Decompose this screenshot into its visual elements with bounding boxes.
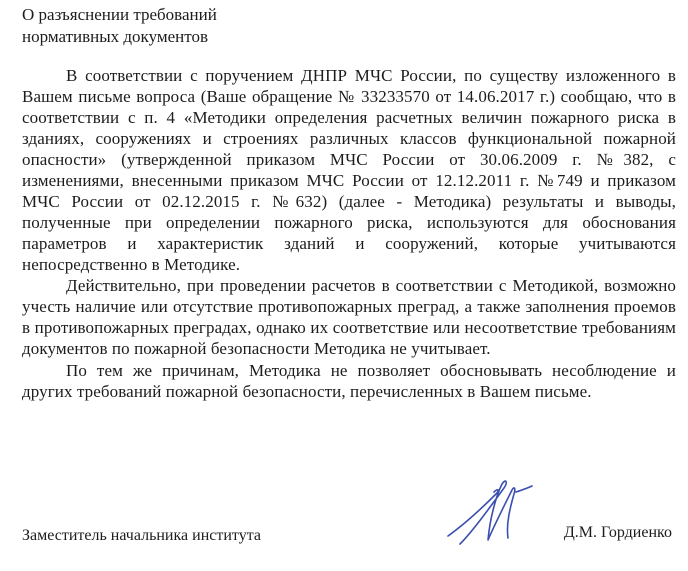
- letter-body: [22, 65, 676, 402]
- letter-subject: [22, 4, 422, 48]
- handwritten-signature-icon: [442, 466, 552, 556]
- subject-line-2: нормативных документов: [22, 27, 208, 46]
- signatory-name: Д.М. Гордиенко: [563, 524, 672, 541]
- body-paragraph-1: В соответствии с поручением ДНПР МЧС России, по существу изложенного в Вашем письме вопроса (Ваше обращение № 33233570 от 14.06.2017 г.) сообщаю, что в соответствии с п. 4 «Методики определения расчетных величин пожарного риска в зданиях, сооружениях и строениях различных классов функциональной пожарной опасности» (утвержденной приказом МЧС России от 30.06.2009 г. №382, с изменениями, внесенными приказом МЧС России от 12.12.2011 г. №749 и приказом МЧС России от 02.12.2015 г. №632) (далее - Методика) результаты и выводы, полученные при определении пожарного риска, используются для обоснования параметров и характеристик зданий и сооружений, которые учитываются непосредственно в Методике.: [22, 66, 676, 274]
- signatory-title: Заместитель начальника института: [22, 527, 261, 544]
- subject-line-1: О разъяснении требований: [22, 5, 217, 24]
- body-paragraph-3: По тем же причинам, Методика не позволяет обосновывать несоблюдение и других требований пожарной безопасности, перечисленных в Вашем письме.: [22, 361, 676, 401]
- body-paragraph-2: Действительно, при проведении расчетов в соответствии с Методикой, возможно учесть наличие или отсутствие противопожарных преград, а также заполнения проемов в противопожарных преградах, однако их соответствие или несоответствие требованиям документов по пожарной безопасности Методика не учитывает.: [22, 276, 676, 358]
